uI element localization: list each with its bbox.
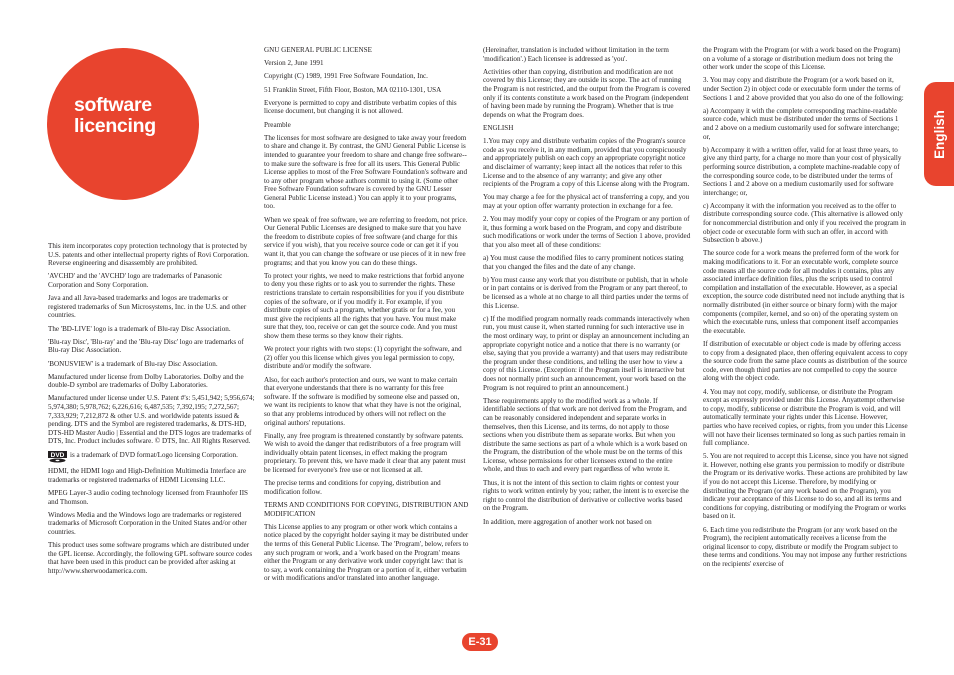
paragraph: b) Accompany it with a written offer, valid for at least three years, to give any third party, for a charge no more than your cost of physically performing source distribution, a complete machine-readable copy of the corresponding source code, to be distributed under the terms of Sections 1 and 2 above on a medium customarily used for software interchange; or,	[703, 145, 902, 197]
paragraph: Activities other than copying, distribution and modification are not covered by this License; they are outside its scope. The act of running the Program is not restricted, and the output from the Program is covered only if its contents constitute a work based on the Program (independent of having been made by running the Program). Whether that is true depends on what the Program does.	[483, 67, 691, 119]
dvd-logo-icon	[48, 451, 67, 463]
paragraph: Java and all Java-based trademarks and logos are trademarks or registered trademarks of Sun Microsystems, Inc. in the U.S. and other countries.	[48, 294, 247, 320]
paragraph: We protect your rights with two steps: (1) copyright the software, and (2) offer you this license which gives you legal permission to copy, distribute and/or modify the software.	[264, 345, 462, 371]
paragraph: Everyone is permitted to copy and distribute verbatim copies of this license document, but changing it is not allowed.	[264, 98, 457, 116]
paragraph: 'Blu-ray Disc', 'Blu-ray' and the 'Blu-ray Disc' logo are trademarks of Blu-ray Disc Association.	[48, 337, 244, 355]
paragraph: 3. You may copy and distribute the Program (or a work based on it, under Section 2) in object code or executable form under the terms of Sections 1 and 2 above provided that you also do one of the following:	[703, 76, 904, 102]
section-title	[74, 95, 156, 137]
paragraph: The precise terms and conditions for copying, distribution and modification follow.	[264, 479, 441, 496]
language-tab	[924, 82, 954, 186]
paragraph: 5. You are not required to accept this License, since you have not signed it. However, nothing else grants you permission to modify or distribute the Program or its derivative works. These actions are prohibited by law if you do not accept this License. Therefore, by modifying or distributing the Program (or any work based on the Program), you indicate your acceptance of this License to do so, and all its terms and conditions for copying, distributing or modifying the Program or works based on it.	[703, 452, 908, 521]
paragraph: 4. You may not copy, modify, sublicense, or distribute the Program except as expressly provided under this License. Anyattempt otherwise to copy, modify, sublicense or distribute the Program is void, and will automatically terminate your rights under this License. However, parties who have received copies, or rights, from you under this License will not have their licenses terminated so long as such parties remain in full compliance.	[703, 387, 908, 448]
page-number: E-31	[468, 636, 492, 648]
paragraph: TERMS AND CONDITIONS FOR COPYING, DISTRIBUTION AND MODIFICATION	[264, 501, 469, 518]
paragraph: When we speak of free software, we are referring to freedom, not price. Our General Public Licenses are designed to make sure that you have the freedom to distribute copies of free software (and charge for this service if you wish), that you receive source code or can get it if you want it, that you can change the software or use pieces of it in new free programs; and that you know you can do these things.	[264, 215, 468, 267]
column-gpl-terms	[483, 46, 691, 531]
paragraph: 2. You may modify your copy or copies of the Program or any portion of it, thus forming a work based on the Program, and copy and distribute such modifications or work under the terms of Section 1 above, provided that you also meet all of these conditions:	[483, 215, 691, 249]
paragraph: (Hereinafter, translation is included without limitation in the term 'modification'.) Each licensee is addressed as 'you'.	[483, 46, 669, 63]
paragraph: a) Accompany it with the complete corresponding machine-readable source code, which must be distributed under the terms of Sections 1 and 2 above on a medium customarily used for software interchange; or,	[703, 106, 900, 141]
paragraph: 51 Franklin Street, Fifth Floor, Boston, MA 02110-1301, USA	[264, 85, 442, 94]
paragraph: 1.You may copy and distribute verbatim copies of the Program's source code as you receive it, in any medium, provided that you conspicuously and appropriately publish on each copy an appropriate copyright notice and disclaimer of warranty; keep intact all the notices that refer to this License and to the absence of any warranty; and give any other recipients of the Program a copy of this License along with the Program.	[483, 137, 690, 189]
paragraph: Also, for each author's protection and ours, we want to make certain that everyone understands that there is no warranty for this free software. If the software is modified by someone else and passed on, we want its recipients to know that what they have is not the original, so that any problems introduced by others will not reflect on the original authors' reputations.	[264, 375, 462, 427]
paragraph: Manufactured under license from Dolby Laboratories. Dolby and the double-D symbol are trademarks of Dolby Laboratories.	[48, 372, 244, 390]
paragraph: If distribution of executable or object code is made by offering access to copy from a designated place, then offering equivalent access to copy the source code from the same place counts as distribution of the source code, even though third parties are not compelled to copy the source along with the object code.	[703, 339, 908, 383]
language-tab-label: English	[931, 109, 947, 159]
paragraph: 'AVCHD' and the 'AVCHD' logo are trademarks of Panasonic Corporation and Sony Corporation.	[48, 272, 223, 289]
paragraph: 'BONUSVIEW' is a trademark of Blu-ray Disc Association.	[48, 359, 218, 368]
paragraph: Windows Media and the Windows logo are trademarks or registered trademarks of Microsoft Corporation in the United States and/or other countries.	[48, 510, 247, 536]
paragraph: GNU GENERAL PUBLIC LICENSE	[264, 46, 372, 54]
paragraph: To protect your rights, we need to make restrictions that forbid anyone to deny you these rights or to ask you to surrender the rights. These restrictions translate to certain responsibilities for you if you distribute copies of the software, or if you modify it. For example, if you distribute copies of such a program, whether gratis or for a fee, you must give the recipients all the rights that you have. You must make sure that they, too, receive or can get the source code. And you must show them these terms so they know their rights.	[264, 271, 465, 340]
section-title-line1: software	[74, 94, 152, 116]
paragraph: This License applies to any program or other work which contains a notice placed by the copyright holder saying it may be distributed under the terms of this General Public License. The 'Program', below, refers to any such program or work, and a 'work based on the Program' means either the Program or any derivative work under copyright law: that is to say, a work containing the Program or a portion of it, either verbatim or with modifications and/or translated into another language.	[264, 522, 469, 583]
paragraph: Version 2, June 1991	[264, 59, 324, 68]
paragraph: the Program with the Program (or with a work based on the Program) on a volume of a storage or distribution medium does not bring the other work under the scope of this License.	[703, 46, 901, 72]
paragraph: a) You must cause the modified files to carry prominent notices stating that you changed the files and the date of any change.	[483, 254, 684, 271]
paragraph: The source code for a work means the preferred form of the work for making modifications to it. For an executable work, complete source code means all the source code for all modules it contains, plus any associated interface definition files, plus the scripts used to control compilation and installation of the executable. However, as a special exception, the source code distributed need not include anything that is normally distributed (in either source or binary form) with the major components (compiler, kernel, and so on) of the operating system on which the executable runs, unless that component itself accompanies the executable.	[703, 249, 905, 335]
paragraph: The 'BD-LIVE' logo is a trademark of Blu-ray Disc Association.	[48, 324, 231, 333]
column-gpl-preamble	[264, 46, 469, 588]
column-trademarks	[48, 242, 256, 580]
paragraph: b) You must cause any work that you distribute or publish, that in whole or in part contains or is derived from the Program or any part thereof, to be licensed as a whole at no charge to all third parties under the terms of this License.	[483, 275, 689, 310]
paragraph: Finally, any free program is threatened constantly by software patents. We wish to avoid the danger that redistributors of a free program will individually obtain patent licenses, in effect making the program proprietary. To prevent this, we have made it clear that any patent must be licensed for everyone's free use or not licensed at all.	[264, 431, 466, 475]
paragraph: ENGLISH	[483, 123, 514, 132]
paragraph: The licenses for most software are designed to take away your freedom to share and change it. By contrast, the GNU General Public License is intended to guarantee your freedom to share and change free software--to make sure the software is free for all its users. This General Public License applies to most of the Free Software Foundation's software and to any other program whose authors commit to using it. (Some other Free Software Foundation software is covered by the GNU Lesser General Public License instead.) You can apply it to your programs, too.	[264, 133, 468, 211]
paragraph: HDMI, the HDMI logo and High-Definition Multimedia Interface are trademarks or registered trademarks of HDMI Licensing LLC.	[48, 467, 246, 484]
paragraph: c) Accompany it with the information you received as to the offer to distribute corresponding source code. (This alternative is allowed only for noncommercial distribution and only if you received the program in object code or executable form with such an offer, in accord with Subsection b above.)	[703, 201, 906, 245]
column-gpl-terms-continued	[703, 46, 908, 573]
paragraph: MPEG Layer-3 audio coding technology licensed from Fraunhofer IIS and Thomson.	[48, 489, 249, 506]
paragraph: Thus, it is not the intent of this section to claim rights or contest your rights to work written entirely by you; rather, the intent is to exercise the right to control the distribution of derivative or collective works based on the Program.	[483, 478, 689, 513]
svg-text:DVD: DVD	[50, 451, 65, 459]
section-badge	[47, 48, 199, 200]
section-title-line2: licencing	[74, 115, 156, 137]
dvd-trademark-text: is a trademark of DVD format/Logo licensing Corporation.	[70, 450, 238, 459]
paragraph: This product uses some software programs which are distributed under the GPL license. Accordingly, the following GPL software source codes that have been used in this product can be provided after asking at http://www.sherwoodamerica.com.	[48, 541, 253, 575]
paragraph: You may charge a fee for the physical act of transferring a copy, and you may at your option offer warranty protection in exchange for a fee.	[483, 193, 690, 210]
paragraph: Manufactured under license under U.S. Patent #'s: 5,451,942; 5,956,674; 5,974,380; 5,978,762; 6,226,616; 6,487,535; 7,392,195; 7,272,567; 7,333,929; 7,212,872 & other U.S. and worldwide patents issued & pending. DTS and the Symbol are registered trademarks, & DTS-HD, DTS-HD Master Audio | Essential and the DTS logos are trademarks of DTS, Inc. Product includes software. © DTS, Inc. All Rights Reserved.	[48, 394, 255, 446]
dvd-trademark-paragraph	[48, 451, 256, 463]
paragraph: Copyright (C) 1989, 1991 Free Software Foundation, Inc.	[264, 72, 428, 81]
paragraph: c) If the modified program normally reads commands interactively when run, you must cause it, when started running for such interactive use in the most ordinary way, to print or display an announcement including an appropriate copyright notice and a notice that there is no warranty (or else, saying that you provide a warranty) and that users may redistribute the program under these conditions, and telling the user how to view a copy of this License. (Exception: if the Program itself is interactive but does not normally print such an announcement, your work based on the Program is not required to print an announcement.)	[483, 314, 690, 392]
paragraph: 6. Each time you redistribute the Program (or any work based on the Program), the recipient automatically receives a license from the original licensor to copy, distribute or modify the Program subject to these terms and conditions. You may not impose any further restrictions on the recipients' exercise of	[703, 525, 907, 568]
paragraph: In addition, mere aggregation of another work not based on	[483, 517, 652, 526]
paragraph: These requirements apply to the modified work as a whole. If identifiable sections of that work are not derived from the Program, and can be reasonably considered independent and separate works in themselves, then this License, and its terms, do not apply to those sections when you distribute them as separate works. But when you distribute the same sections as part of a whole which is a work based on the Program, the distribution of the whole must be on the terms of this License, whose permissions for other licensees extend to the entire whole, and thus to each and every part regardless of who wrote it.	[483, 396, 688, 474]
paragraph: This item incorporates copy protection technology that is protected by U.S. patents and other intellectual property rights of Rovi Corporation. Reverse engineering and disassembly are prohibited.	[48, 242, 249, 268]
page-number-badge	[462, 633, 498, 651]
paragraph: Preamble	[264, 120, 291, 129]
